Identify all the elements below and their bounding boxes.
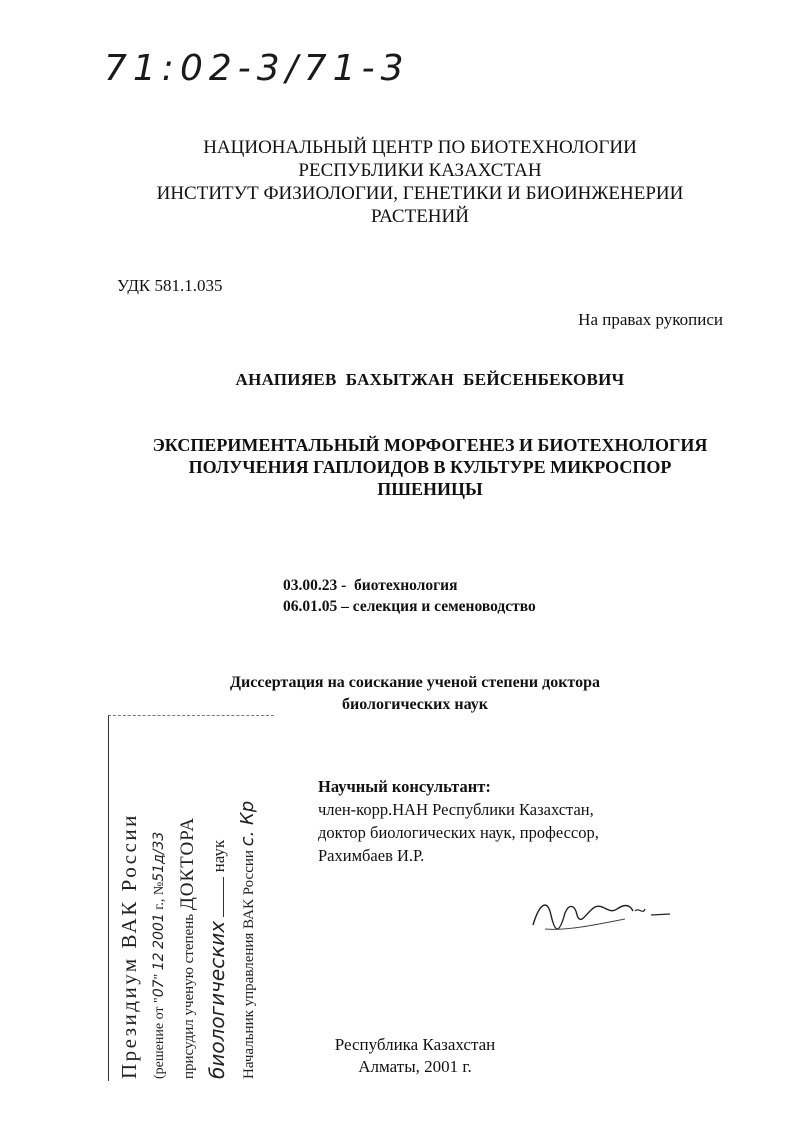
organization-header [100, 136, 740, 228]
stamp-decision-number: 51д/33 [150, 831, 167, 882]
stamp-decision-prefix: (решение от " [151, 996, 167, 1079]
stamp-line-3 [177, 719, 199, 1079]
dissertation-line-2: биологических наук [342, 696, 488, 713]
stamp-decision-num-prefix: г., № [151, 881, 167, 910]
org-line-1: НАЦИОНАЛЬНЫЙ ЦЕНТР ПО БИОТЕХНОЛОГИИ [203, 137, 637, 158]
org-line-2: РЕСПУБЛИКИ КАЗАХСТАН [298, 160, 542, 181]
stamp-degree: ДОКТОРА [176, 816, 198, 910]
rights-note: На правах рукописи [578, 310, 723, 329]
stamp-head-signature: с. Кр [236, 800, 258, 846]
dissertation-title [100, 434, 760, 500]
footer-city-year: Алматы, 2001 г. [358, 1057, 472, 1076]
stamp-rotated-content [117, 719, 267, 1079]
dissertation-statement [150, 672, 680, 716]
stamp-line-2 [151, 719, 168, 1079]
org-line-4: РАСТЕНИЙ [371, 206, 469, 227]
footer [300, 1034, 530, 1078]
stamp-head-title: Начальник управления ВАК России [240, 849, 257, 1079]
catalog-number: 71:02-3/71-3 [104, 48, 410, 89]
consultant-signature [525, 885, 675, 945]
stamp-decision-day: 07 [150, 978, 167, 997]
stamp-field-suffix: наук [208, 839, 228, 872]
specialty-2: 06.01.05 – селекция и семеноводство [283, 598, 536, 615]
stamp-awarded-text: присудил ученую степень [180, 913, 197, 1079]
consultant-heading: Научный консультант: [318, 777, 491, 796]
specialties [283, 575, 536, 617]
title-line-2: ПОЛУЧЕНИЯ ГАПЛОИДОВ В КУЛЬТУРЕ МИКРОСПОР [188, 457, 672, 477]
vak-certification-stamp [108, 715, 274, 1081]
specialty-1: 03.00.23 - биотехнология [283, 577, 458, 594]
stamp-decision-quote: " [151, 973, 167, 979]
stamp-field-handwritten: биологических [204, 920, 229, 1079]
stamp-decision-month: 12 [150, 951, 167, 970]
org-line-3: ИНСТИТУТ ФИЗИОЛОГИИ, ГЕНЕТИКИ И БИОИНЖЕНЕРИИ [156, 183, 684, 204]
title-line-3: ПШЕНИЦЫ [377, 479, 483, 499]
consultant-block [318, 775, 599, 867]
stamp-decision-year: 2001 [150, 912, 167, 949]
stamp-line-5 [237, 719, 258, 1079]
stamp-line-1: Президиум ВАК России [116, 812, 141, 1079]
consultant-line-1: член-корр.НАН Республики Казахстан, [318, 800, 594, 819]
consultant-line-2: доктор биологических наук, профессор, [318, 823, 599, 842]
stamp-line-4 [205, 719, 229, 1079]
dissertation-line-1: Диссертация на соискание ученой степени доктора [230, 674, 600, 691]
footer-country: Республика Казахстан [334, 1035, 496, 1054]
consultant-line-3: Рахимбаев И.Р. [318, 846, 425, 865]
author-name: АНАПИЯЕВ БАХЫТЖАН БЕЙСЕНБЕКОВИЧ [235, 370, 625, 389]
title-line-1: ЭКСПЕРИМЕНТАЛЬНЫЙ МОРФОГЕНЕЗ И БИОТЕХНОЛОГИЯ [152, 435, 708, 455]
stamp-field-underline [223, 876, 224, 916]
udk-code: УДК 581.1.035 [117, 276, 223, 295]
